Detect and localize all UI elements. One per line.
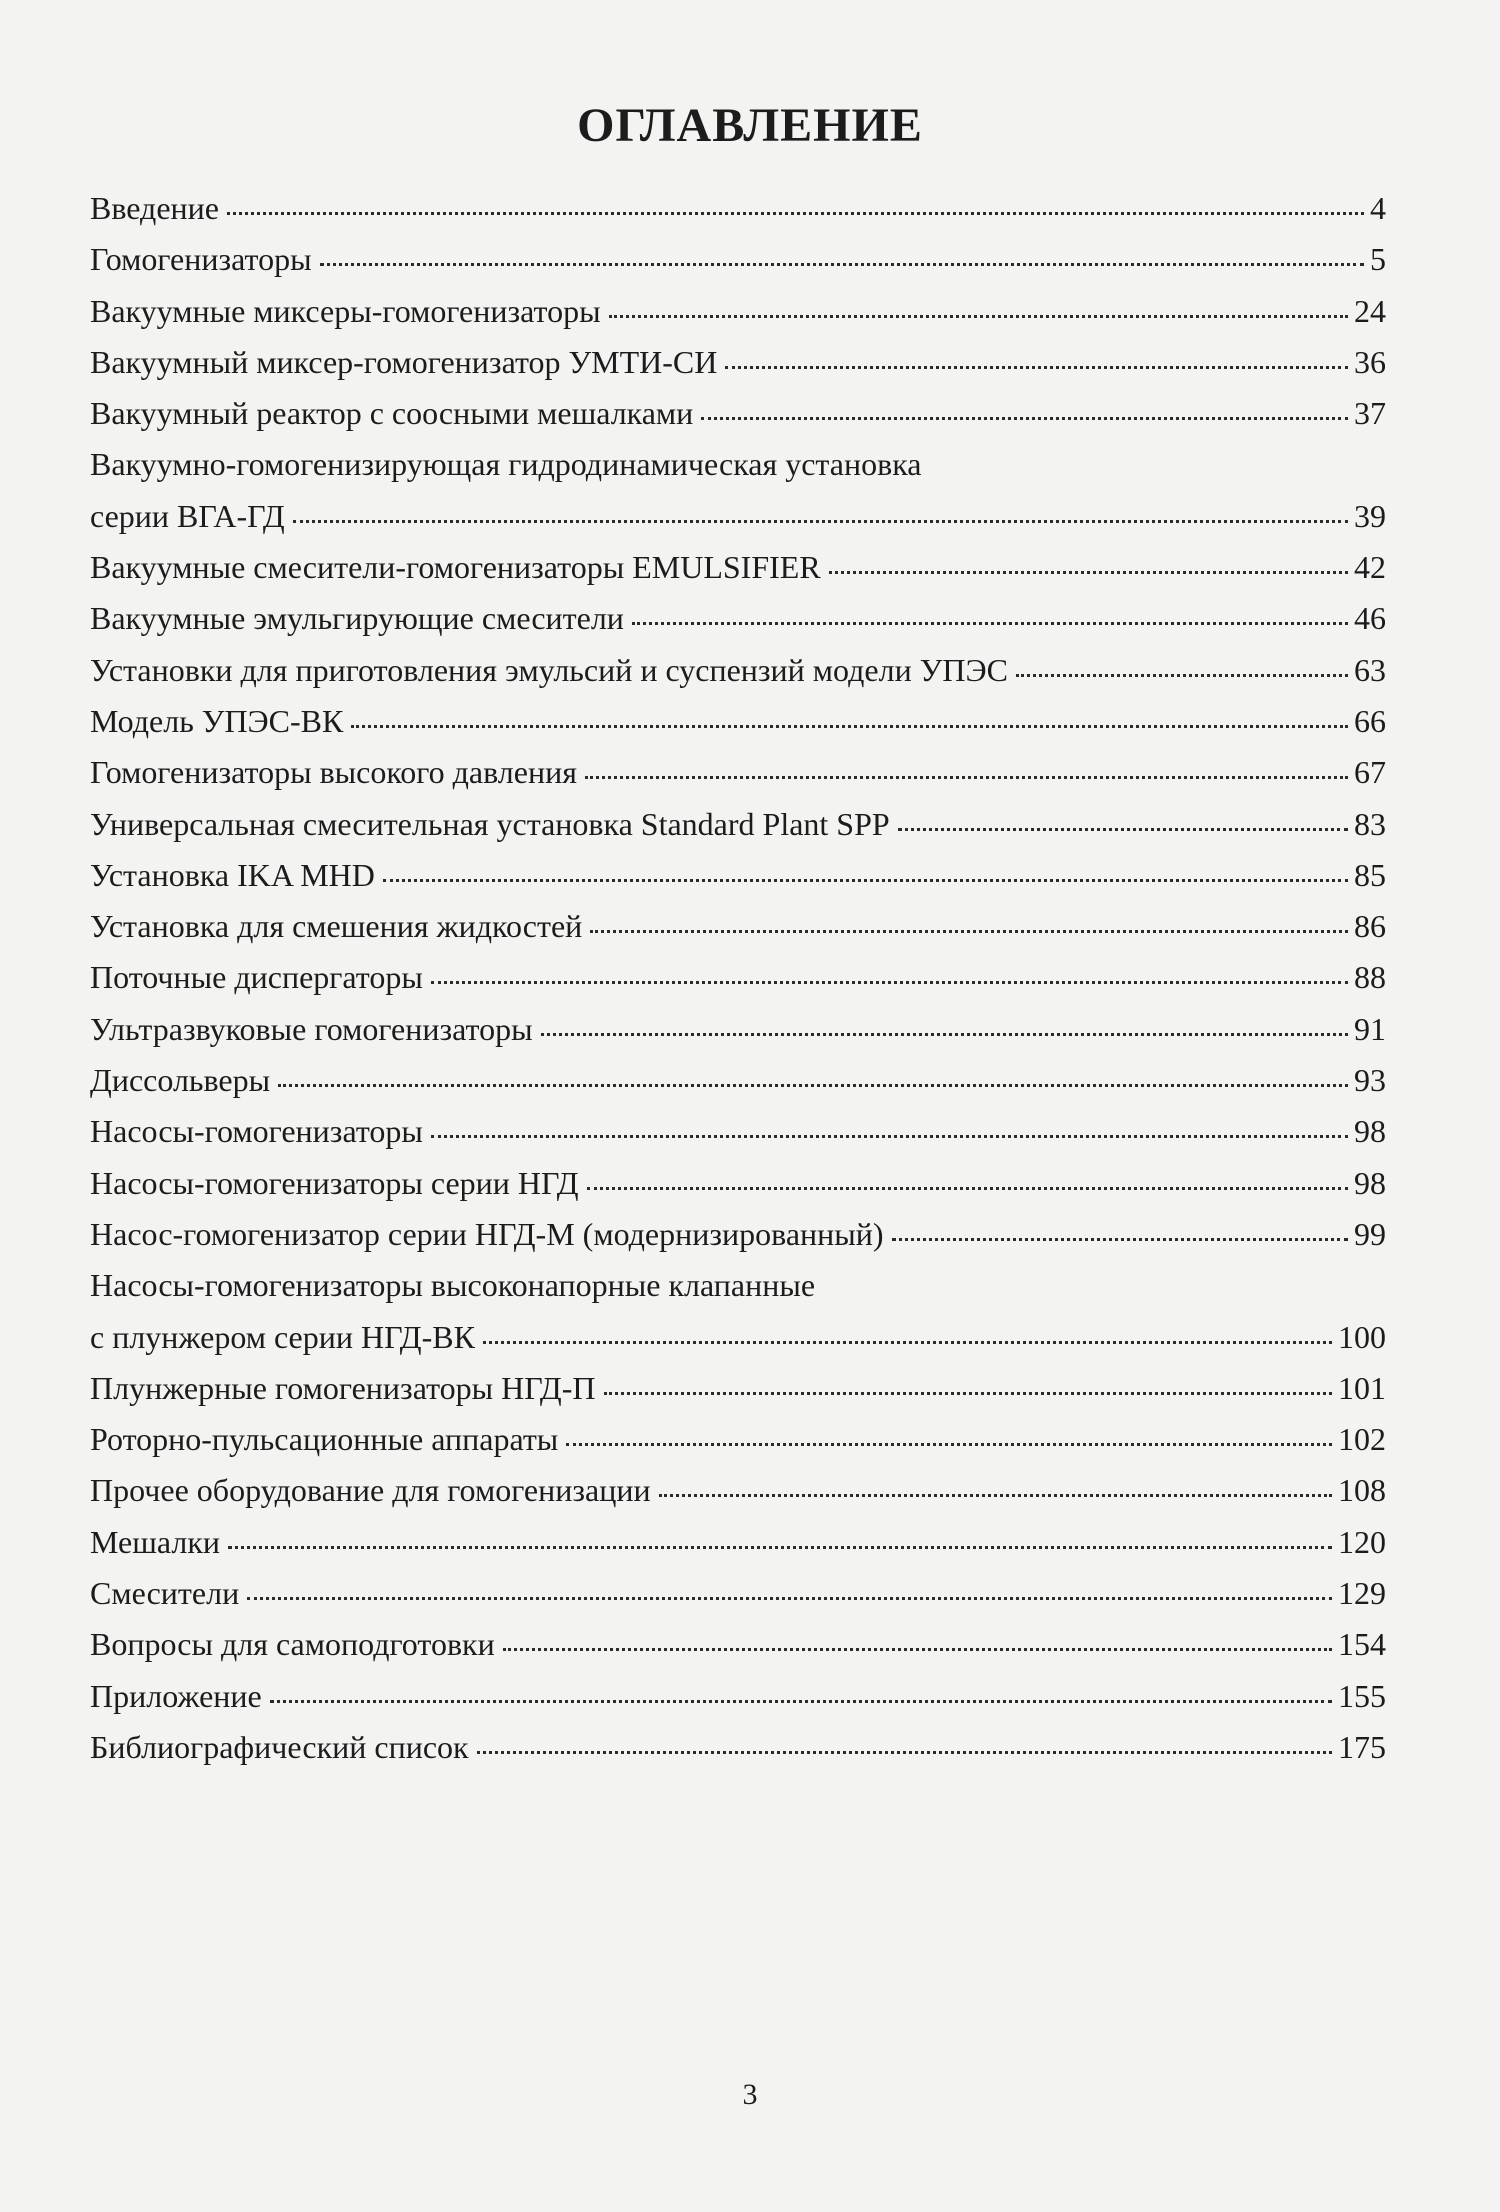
toc-entry[interactable] <box>90 1421 1386 1472</box>
toc-entry-page: 155 <box>1338 1677 1386 1714</box>
toc-entry-title: Гомогенизаторы высокого давления <box>90 754 577 791</box>
toc-entry-title: Поточные диспергаторы <box>90 959 423 996</box>
toc-entry-title: Библиографический список <box>90 1728 469 1765</box>
dot-leader <box>701 417 1348 420</box>
table-of-contents <box>90 190 1386 1780</box>
toc-entry-page: 108 <box>1338 1472 1386 1509</box>
page-number: 3 <box>742 2078 758 2111</box>
dot-leader <box>892 1238 1348 1241</box>
toc-entry-title: Приложение <box>90 1677 262 1714</box>
toc-entry-page: 37 <box>1354 395 1386 432</box>
toc-entry[interactable] <box>90 446 1386 549</box>
toc-entry-page: 102 <box>1338 1421 1386 1458</box>
toc-entry[interactable] <box>90 857 1386 908</box>
toc-entry-title: Гомогенизаторы <box>90 241 312 278</box>
toc-entry-title: Диссольверы <box>90 1062 271 1099</box>
toc-entry-page: 101 <box>1338 1369 1386 1406</box>
dot-leader <box>351 725 1348 728</box>
toc-entry-title: Вакуумные эмульгирующие смесители <box>90 600 624 637</box>
dot-leader <box>632 622 1348 625</box>
toc-entry[interactable] <box>90 1575 1386 1626</box>
toc-entry-title: Насосы-гомогенизаторы высоконапорные клапанные <box>90 1267 816 1304</box>
toc-entry[interactable] <box>90 190 1386 241</box>
toc-entry[interactable] <box>90 703 1386 754</box>
toc-entry-page: 100 <box>1338 1318 1386 1355</box>
toc-entry-title: Установка для смешения жидкостей <box>90 908 583 945</box>
dot-leader <box>431 981 1348 984</box>
toc-entry-title: Насосы-гомогенизаторы серии НГД <box>90 1164 579 1201</box>
toc-entry[interactable] <box>90 959 1386 1010</box>
toc-entry[interactable] <box>90 1729 1386 1780</box>
toc-entry-page: 66 <box>1354 702 1386 739</box>
dot-leader <box>566 1443 1332 1446</box>
dot-leader <box>604 1392 1332 1395</box>
toc-entry[interactable] <box>90 241 1386 292</box>
toc-entry-page: 93 <box>1354 1062 1386 1099</box>
toc-entry-page: 63 <box>1354 651 1386 688</box>
toc-entry-title: Роторно-пульсационные аппараты <box>90 1421 559 1458</box>
toc-entry-title: Установка IKA MHD <box>90 856 375 893</box>
dot-leader <box>587 1187 1348 1190</box>
dot-leader <box>293 520 1348 523</box>
toc-entry[interactable] <box>90 395 1386 446</box>
dot-leader <box>585 776 1348 779</box>
dot-leader <box>483 1341 1332 1344</box>
toc-entry[interactable] <box>90 806 1386 857</box>
dot-leader <box>383 879 1348 882</box>
toc-entry-page: 85 <box>1354 856 1386 893</box>
toc-entry[interactable] <box>90 1113 1386 1164</box>
toc-entry-title: Насосы-гомогенизаторы <box>90 1113 423 1150</box>
toc-entry-page: 5 <box>1370 241 1386 278</box>
toc-entry[interactable] <box>90 1011 1386 1062</box>
toc-entry-title: Вакуумный миксер-гомогенизатор УМТИ-СИ <box>90 343 718 380</box>
toc-entry-title: Универсальная смесительная установка Standard Plant SPP <box>90 805 890 842</box>
dot-leader <box>227 212 1364 215</box>
toc-entry-title: Плунжерные гомогенизаторы НГД-П <box>90 1369 596 1406</box>
toc-entry-page: 86 <box>1354 908 1386 945</box>
page-title: ОГЛАВЛЕНИЕ <box>577 99 923 152</box>
toc-entry-page: 4 <box>1370 190 1386 226</box>
toc-entry-title: Смесители <box>90 1575 240 1612</box>
dot-leader <box>659 1494 1332 1497</box>
toc-entry-title: Прочее оборудование для гомогенизации <box>90 1472 651 1509</box>
toc-entry[interactable] <box>90 344 1386 395</box>
toc-entry-title: Насос-гомогенизатор серии НГД-М (модернизированный) <box>90 1215 884 1252</box>
toc-entry-page: 91 <box>1354 1010 1386 1047</box>
toc-entry[interactable] <box>90 1678 1386 1729</box>
toc-entry[interactable] <box>90 754 1386 805</box>
toc-entry-page: 42 <box>1354 549 1386 586</box>
dot-leader <box>228 1546 1332 1549</box>
toc-entry[interactable] <box>90 1216 1386 1267</box>
toc-entry[interactable] <box>90 1626 1386 1677</box>
toc-entry[interactable] <box>90 293 1386 344</box>
toc-entry-page: 39 <box>1354 497 1386 534</box>
toc-entry-page: 88 <box>1354 959 1386 996</box>
toc-entry-page: 24 <box>1354 292 1386 329</box>
toc-entry-page: 175 <box>1338 1728 1386 1765</box>
dot-leader <box>320 263 1364 266</box>
dot-leader <box>725 366 1348 369</box>
toc-entry-page: 98 <box>1354 1113 1386 1150</box>
dot-leader <box>898 828 1348 831</box>
toc-entry[interactable] <box>90 908 1386 959</box>
toc-entry-title: Вакуумные смесители-гомогенизаторы EMULSIFIER <box>90 549 821 586</box>
dot-leader <box>477 1751 1332 1754</box>
toc-entry-page: 46 <box>1354 600 1386 637</box>
toc-entry[interactable] <box>90 1165 1386 1216</box>
toc-entry[interactable] <box>90 1524 1386 1575</box>
toc-entry[interactable] <box>90 549 1386 600</box>
toc-entry-page: 67 <box>1354 754 1386 791</box>
dot-leader <box>590 930 1348 933</box>
dot-leader <box>609 315 1348 318</box>
toc-entry[interactable] <box>90 652 1386 703</box>
dot-leader <box>1016 674 1348 677</box>
dot-leader <box>270 1700 1332 1703</box>
toc-entry-page: 99 <box>1354 1215 1386 1252</box>
toc-entry-title: Ультразвуковые гомогенизаторы <box>90 1010 533 1047</box>
dot-leader <box>247 1597 1332 1600</box>
dot-leader <box>278 1084 1348 1087</box>
dot-leader <box>541 1033 1348 1036</box>
dot-leader <box>503 1648 1332 1651</box>
toc-entry[interactable] <box>90 1472 1386 1523</box>
toc-entry-page: 154 <box>1338 1626 1386 1663</box>
toc-entry-page: 120 <box>1338 1523 1386 1560</box>
toc-entry-title: Вопросы для самоподготовки <box>90 1626 495 1663</box>
toc-entry-page: 36 <box>1354 343 1386 380</box>
toc-entry-title: Вакуумные миксеры-гомогенизаторы <box>90 292 601 329</box>
toc-entry-page: 83 <box>1354 805 1386 842</box>
toc-entry-title: Вакуумный реактор с соосными мешалками <box>90 395 694 432</box>
toc-entry-title: Введение <box>90 190 219 226</box>
toc-entry-title: Мешалки <box>90 1523 220 1560</box>
toc-entry-title: с плунжером серии НГД-ВК <box>90 1318 475 1355</box>
dot-leader <box>431 1135 1348 1138</box>
dot-leader <box>829 571 1348 574</box>
toc-entry-title: серии ВГА-ГД <box>90 497 285 534</box>
toc-entry-title: Вакуумно-гомогенизирующая гидродинамическая установка <box>90 446 922 483</box>
toc-entry[interactable] <box>90 1062 1386 1113</box>
toc-entry-page: 98 <box>1354 1164 1386 1201</box>
toc-entry-title: Модель УПЭС-ВК <box>90 702 344 739</box>
toc-entry[interactable] <box>90 600 1386 651</box>
toc-entry[interactable] <box>90 1267 1386 1370</box>
toc-entry[interactable] <box>90 1370 1386 1421</box>
toc-entry-title: Установки для приготовления эмульсий и суспензий модели УПЭС <box>90 651 1008 688</box>
toc-entry-page: 129 <box>1338 1575 1386 1612</box>
